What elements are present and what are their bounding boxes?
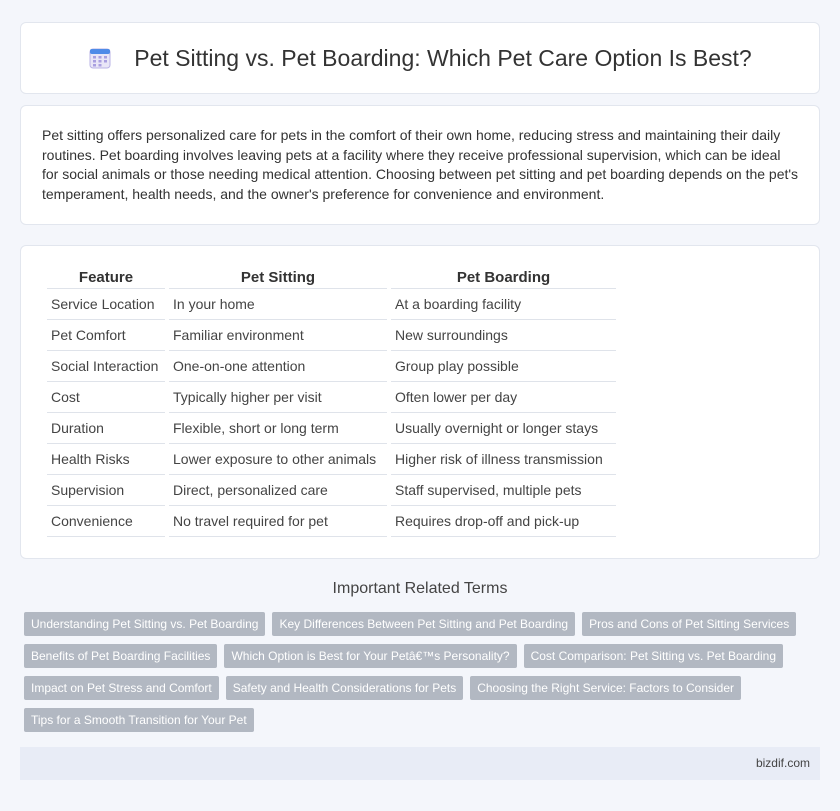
table-row bbox=[47, 444, 616, 475]
table-cell: Health Risks bbox=[47, 444, 165, 475]
table-cell: Direct, personalized care bbox=[169, 475, 387, 506]
related-terms-list bbox=[24, 612, 804, 732]
column-header: Pet Sitting bbox=[169, 266, 387, 289]
related-term-tag[interactable]: Cost Comparison: Pet Sitting vs. Pet Boarding bbox=[524, 644, 783, 668]
title-card bbox=[20, 22, 820, 94]
table-row bbox=[47, 382, 616, 413]
table-cell: Typically higher per visit bbox=[169, 382, 387, 413]
summary-card bbox=[20, 105, 820, 225]
summary-text: Pet sitting offers personalized care for pets in the comfort of their own home, reducing stress and maintaining their daily routines. Pet boarding involves leaving pets at a facility where they receive professional supervision, which can be ideal for social animals or those needing medical attention. Choosing between pet sitting and pet boarding depends on the pet's temperament, health needs, and the owner's preference for convenience and environment. bbox=[42, 127, 799, 202]
column-header: Feature bbox=[47, 266, 165, 289]
footer-brand[interactable]: bizdif.com bbox=[755, 756, 810, 770]
table-row bbox=[47, 506, 616, 537]
table-row bbox=[47, 351, 616, 382]
related-terms-title: Important Related Terms bbox=[332, 580, 508, 597]
table-cell: Pet Comfort bbox=[47, 320, 165, 351]
related-term-tag[interactable]: Understanding Pet Sitting vs. Pet Boarding bbox=[24, 612, 265, 636]
table-cell: Staff supervised, multiple pets bbox=[391, 475, 616, 506]
table-row bbox=[47, 413, 616, 444]
related-term-tag[interactable]: Which Option is Best for Your Petâ€™s Personality? bbox=[224, 644, 516, 668]
table-cell: Supervision bbox=[47, 475, 165, 506]
comparison-table bbox=[43, 266, 620, 537]
table-row bbox=[47, 320, 616, 351]
related-term-tag[interactable]: Choosing the Right Service: Factors to Consider bbox=[470, 676, 741, 700]
table-cell: Usually overnight or longer stays bbox=[391, 413, 616, 444]
table-row bbox=[47, 475, 616, 506]
table-cell: One-on-one attention bbox=[169, 351, 387, 382]
table-cell: Social Interaction bbox=[47, 351, 165, 382]
table-cell: Lower exposure to other animals bbox=[169, 444, 387, 475]
column-header: Pet Boarding bbox=[391, 266, 616, 289]
related-term-tag[interactable]: Pros and Cons of Pet Sitting Services bbox=[582, 612, 796, 636]
table-cell: Group play possible bbox=[391, 351, 616, 382]
related-term-tag[interactable]: Safety and Health Considerations for Pets bbox=[226, 676, 463, 700]
table-cell: In your home bbox=[169, 289, 387, 320]
page-title: Pet Sitting vs. Pet Boarding: Which Pet Care Option Is Best? bbox=[134, 44, 752, 71]
table-cell: Service Location bbox=[47, 289, 165, 320]
table-cell: Duration bbox=[47, 413, 165, 444]
table-cell: New surroundings bbox=[391, 320, 616, 351]
table-header-row bbox=[47, 266, 616, 289]
table-cell: Flexible, short or long term bbox=[169, 413, 387, 444]
footer bbox=[20, 747, 820, 780]
calendar-icon bbox=[88, 46, 112, 70]
table-cell: Cost bbox=[47, 382, 165, 413]
comparison-table-card bbox=[20, 245, 820, 559]
table-cell: Requires drop-off and pick-up bbox=[391, 506, 616, 537]
table-cell: No travel required for pet bbox=[169, 506, 387, 537]
related-term-tag[interactable]: Impact on Pet Stress and Comfort bbox=[24, 676, 219, 700]
related-term-tag[interactable]: Tips for a Smooth Transition for Your Pet bbox=[24, 708, 254, 732]
table-cell: Often lower per day bbox=[391, 382, 616, 413]
related-term-tag[interactable]: Key Differences Between Pet Sitting and Pet Boarding bbox=[272, 612, 575, 636]
table-cell: Convenience bbox=[47, 506, 165, 537]
table-cell: Familiar environment bbox=[169, 320, 387, 351]
table-cell: At a boarding facility bbox=[391, 289, 616, 320]
table-cell: Higher risk of illness transmission bbox=[391, 444, 616, 475]
related-term-tag[interactable]: Benefits of Pet Boarding Facilities bbox=[24, 644, 217, 668]
table-row bbox=[47, 289, 616, 320]
